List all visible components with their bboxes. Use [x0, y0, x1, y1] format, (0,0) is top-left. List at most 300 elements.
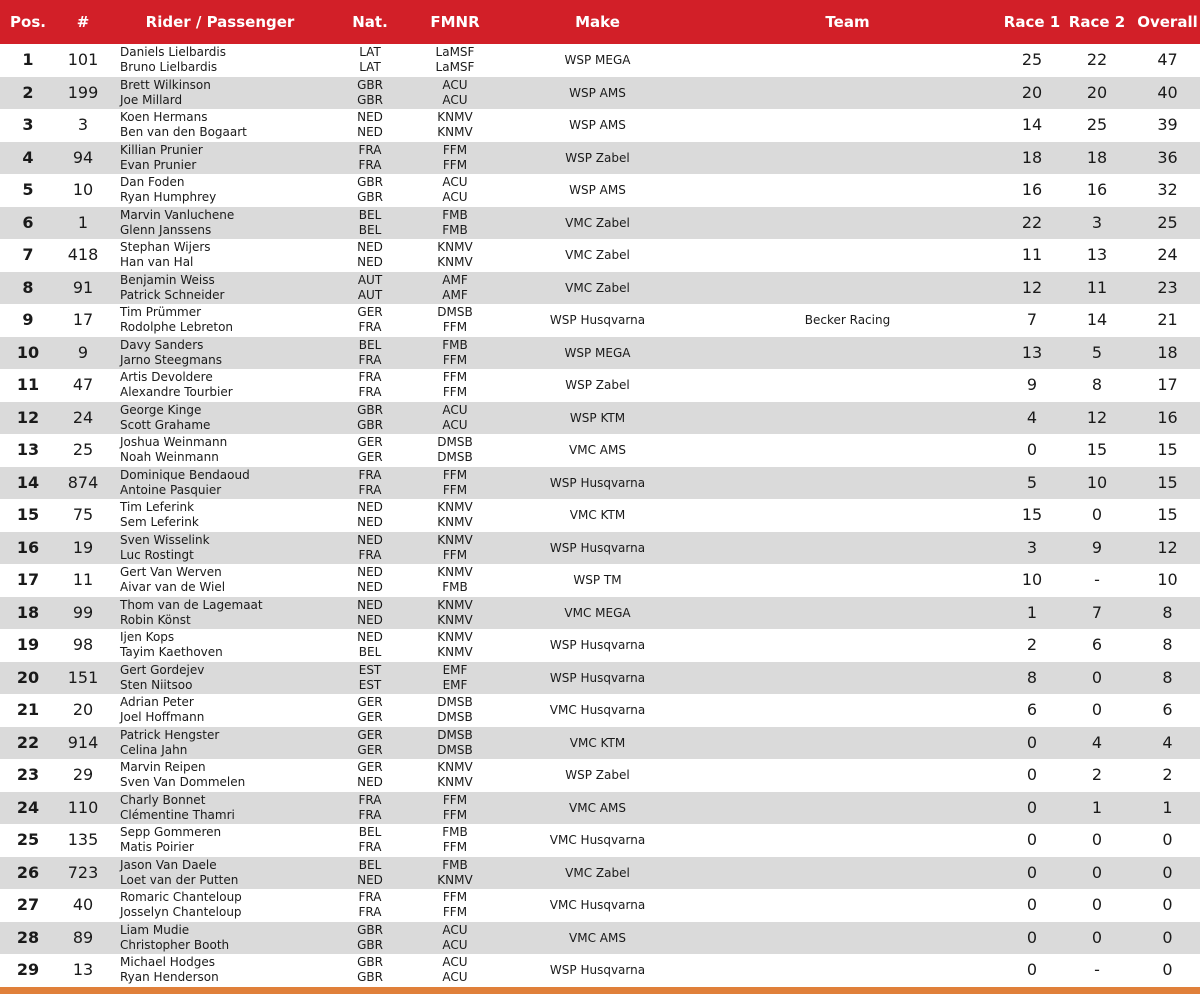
race2-cell: 0 [1091, 505, 1103, 524]
make-cell: VMC AMS [569, 800, 626, 815]
passenger-fmnr: FFM [442, 807, 468, 822]
overall-cell: 0 [1162, 830, 1173, 849]
overall-cell: 6 [1162, 700, 1173, 719]
rider-nationality: GBR [357, 175, 383, 189]
fmnr-cell [420, 468, 490, 498]
passenger-fmnr: KNMV [437, 612, 473, 627]
fmnr-cell [420, 110, 490, 140]
race1-cell: 1 [1026, 602, 1038, 622]
rider-name: Patrick Hengster [120, 727, 220, 742]
race1-cell: 8 [1026, 667, 1038, 687]
nationality-cell [345, 955, 395, 985]
table-row [0, 109, 1200, 142]
race2-cell: 11 [1086, 277, 1108, 297]
race2-cell: - [1094, 570, 1100, 589]
passenger-name: Sten Niitsoo [120, 677, 193, 692]
passenger-name: Joel Hoffmann [120, 710, 205, 724]
position-cell: 10 [16, 342, 40, 362]
position-cell: 28 [16, 927, 40, 947]
rider-fmnr: KNMV [437, 630, 473, 644]
number-cell: 89 [72, 927, 94, 947]
rider-nationality: NED [357, 532, 383, 547]
rider-name: Sven Wisselink [120, 532, 210, 547]
fmnr-cell [420, 143, 490, 173]
nationality-cell [345, 533, 395, 563]
passenger-nationality: NED [357, 255, 383, 269]
position-cell: 18 [16, 602, 40, 622]
passenger-nationality: GER [357, 710, 383, 724]
race1-cell: 0 [1026, 862, 1038, 882]
passenger-fmnr: FFM [442, 840, 468, 854]
rider-nationality: NED [357, 630, 383, 644]
rider-nationality: NED [357, 597, 383, 612]
race1-cell: 3 [1026, 537, 1038, 557]
fmnr-cell [420, 305, 490, 335]
passenger-nationality: GER [357, 742, 383, 757]
race1-cell: 6 [1026, 700, 1038, 719]
make-cell: WSP Zabel [565, 378, 630, 392]
race2-cell: 2 [1091, 765, 1103, 784]
table-row [0, 467, 1200, 500]
table-row [0, 532, 1200, 565]
riders-cell [120, 955, 345, 985]
race1-cell: 12 [1021, 277, 1043, 297]
rider-nationality: GER [357, 760, 383, 774]
nationality-cell [345, 598, 395, 628]
fmnr-cell [420, 695, 490, 725]
header-make: Make [575, 13, 620, 31]
race2-cell: 14 [1086, 310, 1108, 329]
nationality-cell [345, 208, 395, 238]
passenger-nationality: FRA [358, 352, 382, 367]
riders-cell [120, 208, 345, 238]
make-cell: WSP Husqvarna [549, 475, 646, 490]
rider-fmnr: DMSB [437, 727, 473, 742]
rider-nationality: NED [357, 500, 383, 514]
make-cell: VMC AMS [569, 443, 626, 457]
race2-cell: 18 [1086, 147, 1108, 167]
header-nat: Nat. [352, 13, 388, 31]
rider-nationality: BEL [358, 857, 382, 872]
riders-cell [120, 45, 345, 75]
make-cell: VMC Zabel [565, 248, 630, 262]
race2-cell: 0 [1091, 830, 1103, 849]
overall-cell: 12 [1157, 537, 1178, 557]
rider-nationality: FRA [358, 792, 382, 807]
passenger-nationality: GBR [357, 970, 383, 984]
table-row [0, 889, 1200, 922]
rider-name: Benjamin Weiss [120, 272, 215, 287]
passenger-nationality: FRA [358, 547, 382, 562]
make-cell: VMC Zabel [565, 280, 630, 295]
passenger-name: Noah Weinmann [120, 450, 219, 464]
race2-cell: 0 [1091, 667, 1103, 687]
passenger-nationality: FRA [358, 482, 382, 497]
nationality-cell [345, 500, 395, 530]
position-cell: 13 [16, 440, 40, 459]
rider-name: Jason Van Daele [120, 857, 217, 872]
overall-cell: 32 [1157, 180, 1178, 199]
rider-name: George Kinge [120, 402, 202, 417]
rider-name: Stephan Wijers [120, 240, 211, 254]
rider-name: Romaric Chanteloup [120, 890, 242, 904]
number-cell: 110 [67, 797, 99, 817]
nationality-cell [345, 45, 395, 75]
fmnr-cell [420, 760, 490, 790]
number-cell: 9 [77, 342, 89, 362]
overall-cell: 24 [1157, 245, 1178, 264]
passenger-name: Sven Van Dommelen [120, 775, 246, 789]
overall-cell: 0 [1162, 927, 1173, 947]
make-cell: VMC Husqvarna [549, 703, 646, 717]
race1-cell: 22 [1021, 212, 1043, 232]
header-race1: Race 1 [1003, 13, 1061, 31]
position-cell: 2 [22, 82, 34, 102]
overall-cell: 15 [1157, 472, 1178, 492]
rider-fmnr: ACU [442, 955, 468, 969]
number-cell: 24 [72, 407, 94, 427]
rider-fmnr: FMB [442, 337, 468, 352]
fmnr-cell [420, 825, 490, 855]
rider-name: Charly Bonnet [120, 792, 206, 807]
overall-cell: 23 [1157, 277, 1178, 297]
rider-fmnr: ACU [442, 77, 468, 92]
race2-cell: 4 [1091, 732, 1103, 752]
table-row [0, 954, 1200, 987]
position-cell: 23 [16, 765, 40, 784]
passenger-name: Celina Jahn [120, 742, 188, 757]
fmnr-cell [420, 370, 490, 400]
position-cell: 6 [22, 212, 34, 232]
race1-cell: 7 [1026, 310, 1038, 329]
make-cell: WSP Husqvarna [549, 313, 646, 327]
riders-cell [120, 110, 345, 140]
table-row [0, 77, 1200, 110]
number-cell: 19 [72, 537, 94, 557]
rider-name: Marvin Reipen [120, 760, 206, 774]
rider-fmnr: ACU [442, 402, 468, 417]
passenger-nationality: GBR [357, 92, 383, 107]
fmnr-cell [420, 175, 490, 205]
nationality-cell [345, 630, 395, 660]
passenger-name: Tayim Kaethoven [120, 645, 223, 659]
table-row [0, 597, 1200, 630]
race1-cell: 0 [1026, 765, 1038, 784]
fmnr-cell [420, 890, 490, 920]
race2-cell: 1 [1091, 797, 1103, 817]
table-row [0, 434, 1200, 467]
rider-nationality: NED [357, 240, 383, 254]
passenger-nationality: FRA [358, 385, 382, 399]
make-cell: WSP Husqvarna [549, 540, 646, 555]
position-cell: 19 [16, 635, 40, 654]
race2-cell: 5 [1091, 342, 1103, 362]
make-cell: VMC Husqvarna [549, 898, 646, 912]
passenger-fmnr: FFM [442, 320, 468, 334]
make-cell: VMC Zabel [565, 215, 630, 230]
riders-cell [120, 143, 345, 173]
riders-cell [120, 435, 345, 465]
passenger-nationality: BEL [358, 222, 382, 237]
passenger-name: Clémentine Thamri [120, 807, 235, 822]
passenger-fmnr: KNMV [437, 645, 473, 659]
nationality-cell [345, 175, 395, 205]
passenger-name: Jarno Steegmans [120, 352, 222, 367]
rider-fmnr: KNMV [437, 597, 473, 612]
number-cell: 25 [72, 440, 94, 459]
passenger-fmnr: ACU [442, 190, 468, 204]
passenger-name: Ben van den Bogaart [120, 125, 247, 139]
rider-fmnr: KNMV [437, 532, 473, 547]
make-cell: WSP AMS [569, 85, 626, 100]
race2-cell: 3 [1091, 212, 1103, 232]
riders-cell [120, 370, 345, 400]
overall-cell: 39 [1157, 115, 1178, 134]
nationality-cell [345, 663, 395, 693]
passenger-name: Alexandre Tourbier [120, 385, 233, 399]
make-cell: WSP Zabel [565, 150, 630, 165]
rider-fmnr: FFM [442, 792, 468, 807]
position-cell: 12 [16, 407, 40, 427]
passenger-name: Robin Könst [120, 612, 191, 627]
passenger-nationality: NED [357, 775, 383, 789]
race1-cell: 20 [1021, 82, 1043, 102]
riders-cell [120, 338, 345, 368]
race2-cell: 25 [1086, 115, 1108, 134]
passenger-fmnr: FFM [442, 352, 468, 367]
number-cell: 94 [72, 147, 94, 167]
fmnr-cell [420, 663, 490, 693]
rider-fmnr: KNMV [437, 110, 473, 124]
race1-cell: 25 [1021, 50, 1043, 69]
passenger-fmnr: KNMV [437, 255, 473, 269]
rider-name: Dan Foden [120, 175, 185, 189]
make-cell: VMC KTM [569, 508, 626, 522]
rider-name: Marvin Vanluchene [120, 207, 235, 222]
nationality-cell [345, 143, 395, 173]
riders-cell [120, 663, 345, 693]
table-row [0, 662, 1200, 695]
riders-cell [120, 760, 345, 790]
passenger-nationality: FRA [358, 320, 382, 334]
rider-name: Joshua Weinmann [120, 435, 228, 449]
race1-cell: 0 [1026, 732, 1038, 752]
number-cell: 91 [72, 277, 94, 297]
rider-nationality: GBR [357, 402, 383, 417]
race2-cell: 0 [1091, 700, 1103, 719]
number-cell: 98 [72, 635, 94, 654]
make-cell: VMC MEGA [564, 605, 631, 620]
race2-cell: 7 [1091, 602, 1103, 622]
rider-fmnr: LaMSF [435, 45, 475, 59]
riders-cell [120, 793, 345, 823]
passenger-nationality: EST [358, 677, 382, 692]
fmnr-cell [420, 338, 490, 368]
position-cell: 8 [22, 277, 34, 297]
make-cell: WSP AMS [569, 183, 626, 197]
rider-fmnr: KNMV [437, 500, 473, 514]
riders-cell [120, 890, 345, 920]
fmnr-cell [420, 728, 490, 758]
passenger-nationality: FRA [358, 840, 382, 854]
table-row [0, 304, 1200, 337]
make-cell: VMC AMS [569, 930, 626, 945]
passenger-fmnr: KNMV [437, 125, 473, 139]
nationality-cell [345, 435, 395, 465]
position-cell: 16 [16, 537, 40, 557]
race1-cell: 4 [1026, 407, 1038, 427]
overall-cell: 40 [1157, 82, 1178, 102]
position-cell: 24 [16, 797, 40, 817]
make-cell: WSP Husqvarna [549, 670, 646, 685]
rider-name: Gert Gordejev [120, 662, 205, 677]
passenger-fmnr: FFM [442, 482, 468, 497]
rider-nationality: BEL [358, 207, 382, 222]
nationality-cell [345, 403, 395, 433]
table-row [0, 857, 1200, 890]
overall-cell: 16 [1157, 407, 1178, 427]
table-row [0, 564, 1200, 597]
passenger-name: Bruno Lielbardis [120, 60, 218, 74]
number-cell: 914 [67, 732, 99, 752]
rider-name: Davy Sanders [120, 337, 204, 352]
race2-cell: 16 [1086, 180, 1108, 199]
rider-name: Brett Wilkinson [120, 77, 211, 92]
overall-cell: 8 [1162, 635, 1173, 654]
fmnr-cell [420, 858, 490, 888]
nationality-cell [345, 468, 395, 498]
rider-name: Artis Devoldere [120, 370, 213, 384]
fmnr-cell [420, 403, 490, 433]
number-cell: 47 [72, 375, 94, 394]
passenger-fmnr: ACU [442, 937, 468, 952]
passenger-name: Ryan Henderson [120, 970, 219, 984]
table-body [0, 44, 1200, 987]
nationality-cell [345, 565, 395, 595]
table-row [0, 629, 1200, 662]
position-cell: 15 [16, 505, 40, 524]
race1-cell: 9 [1026, 375, 1038, 394]
rider-name: Tim Leferink [120, 500, 195, 514]
rider-name: Dominique Bendaoud [120, 467, 250, 482]
rider-nationality: GER [357, 435, 383, 449]
race1-cell: 10 [1021, 570, 1043, 589]
passenger-fmnr: FFM [442, 157, 468, 172]
rider-nationality: GBR [357, 77, 383, 92]
passenger-nationality: NED [357, 580, 383, 594]
overall-cell: 2 [1162, 765, 1173, 784]
passenger-name: Loet van der Putten [120, 872, 239, 887]
nationality-cell [345, 338, 395, 368]
race2-cell: 9 [1091, 537, 1103, 557]
passenger-nationality: NED [357, 515, 383, 529]
riders-cell [120, 825, 345, 855]
fmnr-cell [420, 630, 490, 660]
race2-cell: 20 [1086, 82, 1108, 102]
race1-cell: 0 [1026, 895, 1038, 914]
overall-cell: 1 [1162, 797, 1173, 817]
header-team: Team [825, 13, 870, 31]
number-cell: 418 [67, 245, 99, 264]
race1-cell: 16 [1021, 180, 1043, 199]
riders-cell [120, 468, 345, 498]
make-cell: WSP Husqvarna [549, 963, 646, 977]
position-cell: 20 [16, 667, 40, 687]
overall-cell: 15 [1157, 440, 1178, 459]
rider-nationality: FRA [358, 467, 382, 482]
header-overall: Overall [1137, 13, 1198, 31]
riders-cell [120, 403, 345, 433]
race2-cell: 0 [1091, 895, 1103, 914]
position-cell: 26 [16, 862, 40, 882]
nationality-cell [345, 240, 395, 270]
passenger-nationality: GBR [357, 937, 383, 952]
table-row [0, 759, 1200, 792]
passenger-nationality: NED [357, 612, 383, 627]
riders-cell [120, 923, 345, 953]
rider-fmnr: DMSB [437, 305, 473, 319]
overall-cell: 21 [1157, 310, 1178, 329]
rider-fmnr: KNMV [437, 760, 473, 774]
make-cell: WSP MEGA [564, 53, 631, 67]
rider-nationality: BEL [358, 825, 382, 839]
number-cell: 199 [67, 82, 99, 102]
make-cell: WSP AMS [569, 118, 626, 132]
passenger-nationality: NED [357, 872, 383, 887]
rider-fmnr: DMSB [437, 695, 473, 709]
make-cell: WSP Zabel [565, 768, 630, 782]
overall-cell: 25 [1157, 212, 1178, 232]
overall-cell: 36 [1157, 147, 1178, 167]
passenger-nationality: NED [357, 125, 383, 139]
rider-fmnr: FMB [442, 207, 468, 222]
rider-nationality: GER [357, 305, 383, 319]
fmnr-cell [420, 208, 490, 238]
header-riders: Rider / Passenger [145, 13, 295, 31]
position-cell: 11 [16, 375, 40, 394]
rider-nationality: GER [357, 727, 383, 742]
rider-nationality: FRA [358, 142, 382, 157]
fmnr-cell [420, 45, 490, 75]
riders-cell [120, 728, 345, 758]
passenger-nationality: FRA [358, 905, 382, 919]
position-cell: 7 [22, 245, 34, 264]
race1-cell: 0 [1026, 440, 1038, 459]
fmnr-cell [420, 500, 490, 530]
number-cell: 17 [72, 310, 94, 329]
number-cell: 75 [72, 505, 94, 524]
race1-cell: 14 [1021, 115, 1043, 134]
passenger-name: Luc Rostingt [120, 547, 194, 562]
race1-cell: 0 [1026, 927, 1038, 947]
table-row [0, 922, 1200, 955]
overall-cell: 0 [1162, 862, 1173, 882]
riders-cell [120, 858, 345, 888]
header-pos: Pos. [10, 13, 46, 31]
overall-cell: 0 [1162, 895, 1173, 914]
rider-nationality: FRA [358, 370, 382, 384]
race2-cell: 6 [1091, 635, 1103, 654]
race1-cell: 0 [1026, 960, 1038, 979]
passenger-nationality: BEL [358, 645, 382, 659]
passenger-nationality: LAT [359, 60, 381, 74]
overall-cell: 0 [1162, 960, 1173, 979]
riders-cell [120, 533, 345, 563]
number-cell: 1 [77, 212, 89, 232]
race1-cell: 15 [1021, 505, 1043, 524]
nationality-cell [345, 890, 395, 920]
rider-fmnr: FFM [442, 370, 468, 384]
